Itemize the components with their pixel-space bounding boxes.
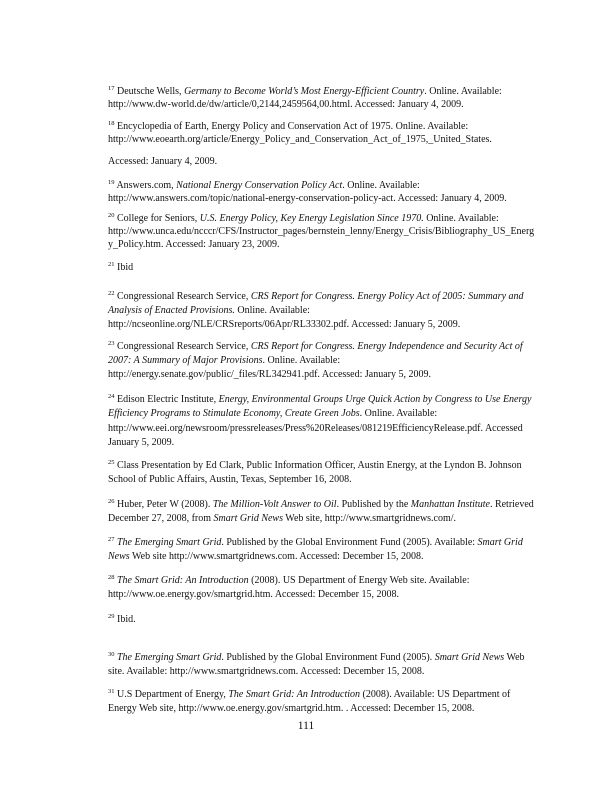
footnote-text: http://www.unca.edu/ncccr/CFS/Instructor_pages/bernstein_lenny/Energy_Crisis/Bibliography_US_Energ: [108, 226, 535, 237]
footnote-line: [108, 85, 502, 99]
footnote-number: 29: [108, 613, 115, 620]
footnote-line: [108, 613, 136, 627]
footnote-number: 21: [108, 261, 115, 268]
footnote-number: 28: [108, 574, 115, 581]
footnote-line: [108, 261, 133, 275]
footnote-text: Edison Electric Institute,: [114, 394, 219, 405]
footnote-text: Web: [504, 652, 525, 663]
footnote-line: [108, 688, 510, 702]
footnote-text: . Published by the: [336, 499, 411, 510]
footnote-text: Congressional Research Service,: [114, 341, 251, 352]
italic-title: Smart Grid News: [213, 513, 283, 524]
footnote-line: [108, 340, 523, 354]
footnote-text: Huber, Peter W (2008).: [114, 499, 213, 510]
italic-title: The Emerging Smart Grid: [117, 537, 222, 548]
footnote-number: 18: [108, 120, 115, 127]
footnote-line: [108, 422, 523, 436]
footnote-text: Energy Web site, http://www.oe.energy.gov/smartgrid.htm. . Accessed: December 15, 2008.: [108, 703, 475, 714]
footnote-number: 27: [108, 536, 115, 543]
page-number: 111: [297, 720, 315, 732]
footnote-line: [108, 212, 499, 226]
footnote-text: http://www.oe.energy.gov/smartgrid.htm. Accessed: December 15, 2008.: [108, 589, 399, 600]
footnote-text: Encyclopedia of Earth, Energy Policy and Conservation Act of 1975. Online. Available:: [114, 121, 469, 132]
italic-title: CRS Report for Congress. Energy Policy Act of 2005: Summary and: [250, 291, 524, 302]
footnote-line: [108, 512, 456, 526]
footnote-text: December 27, 2008, from: [108, 513, 214, 524]
italic-title: 2007: A Summary of Major Provisions: [108, 355, 263, 366]
footnote-text: http://energy.senate.gov/public/_files/RL342941.pdf. Accessed: January 5, 2009.: [108, 369, 431, 380]
footnote-text: Ibid: [114, 262, 134, 273]
footnote-line: [108, 318, 460, 332]
footnote-line: [108, 550, 424, 564]
footnote-line: [108, 393, 531, 407]
italic-title: Efficiency Programs to Stimulate Economy, Create Green Jobs: [108, 408, 360, 419]
footnote-number: 20: [108, 212, 115, 219]
footnote-line: [108, 498, 534, 512]
footnote-number: 23: [108, 340, 115, 347]
italic-title: The Million-Volt Answer to Oil: [212, 499, 337, 510]
footnote-line: [108, 133, 492, 147]
footnote-line: [108, 98, 464, 112]
footnote-line: [108, 290, 524, 304]
italic-title: Smart Grid: [477, 537, 523, 548]
footnote-text: Online. Available:: [234, 305, 310, 316]
italic-title: Manhattan Institute: [410, 499, 490, 510]
footnote-text: http://ncseonline.org/NLE/CRSreports/06Apr/RL33302.pdf. Accessed: January 5, 2009.: [108, 319, 461, 330]
footnote-text: http://www.eei.org/newsroom/pressreleases/Press%20Releases/081219EfficiencyRelease.pdf. Accessed: [108, 423, 523, 434]
italic-title: National Energy Conservation Policy Act: [176, 180, 343, 191]
footnote-text: Web site, http://www.smartgridnews.com/.: [282, 513, 457, 524]
footnote-line: [108, 225, 534, 239]
footnote-text: site. Available: http://www.smartgridnews.com. Accessed: December 15, 2008.: [108, 666, 425, 677]
footnote-text: y_Policy.htm. Accessed: January 23, 2009.: [108, 239, 280, 250]
footnote-line: [108, 120, 468, 134]
italic-title: The Emerging Smart Grid: [117, 652, 222, 663]
footnote-line: [108, 368, 431, 382]
footnote-text: http://www.eoearth.org/article/Energy_Policy_and_Conservation_Act_of_1975,_United_States.: [108, 134, 492, 145]
footnote-number: 24: [108, 393, 115, 400]
footnote-number: 30: [108, 651, 115, 658]
footnote-text: January 5, 2009.: [108, 437, 175, 448]
footnote-text: . Online. Available:: [359, 408, 438, 419]
footnote-text: College for Seniors,: [114, 213, 200, 224]
footnote-line: [108, 459, 522, 473]
footnote-line: [108, 702, 474, 716]
footnote-line: [108, 588, 399, 602]
footnote-line: [108, 155, 217, 169]
footnote-text: Accessed: January 4, 2009.: [108, 156, 218, 167]
footnote-text: http://www.dw-world.de/dw/article/0,2144,2459564,00.html. Accessed: January 4, 2009.: [108, 99, 464, 110]
footnote-text: . Online. Available:: [424, 86, 502, 97]
italic-title: The Smart Grid: An Introduction: [117, 575, 249, 586]
footnote-line: [108, 304, 310, 318]
italic-title: The Smart Grid: An Introduction: [228, 689, 361, 700]
footnote-number: 22: [108, 290, 115, 297]
italic-title: Smart Grid News: [434, 652, 505, 663]
italic-title: Analysis of Enacted Provisions.: [108, 305, 235, 316]
footnote-line: [108, 354, 340, 368]
footnote-text: Congressional Research Service,: [114, 291, 251, 302]
footnote-line: [108, 179, 420, 193]
italic-title: CRS Report for Congress. Energy Independence and Security Act of: [250, 341, 523, 352]
italic-title: News: [108, 551, 130, 562]
footnote-line: [108, 473, 352, 487]
footnote-number: 25: [108, 459, 115, 466]
footnote-text: . Online. Available:: [342, 180, 420, 191]
footnote-text: School of Public Affairs, Austin, Texas, September 16, 2008.: [108, 474, 352, 485]
footnote-text: Answers.com,: [114, 180, 177, 191]
footnote-text: Web site http://www.smartgridnews.com. Accessed: December 15, 2008.: [129, 551, 424, 562]
footnote-text: . Published by the Global Environment Fund (2005).: [221, 652, 435, 663]
footnote-line: [108, 651, 525, 665]
footnote-text: (2008). Available: US Department of: [360, 689, 511, 700]
footnote-text: (2008). US Department of Energy Web site. Available:: [248, 575, 470, 586]
footnote-text: Online. Available:: [423, 213, 499, 224]
footnote-line: [108, 574, 469, 588]
footnote-number: 19: [108, 179, 115, 186]
footnote-number: 31: [108, 688, 115, 695]
italic-title: Energy, Environmental Groups Urge Quick Action by Congress to Use Energy: [218, 394, 532, 405]
footnote-text: http://www.answers.com/topic/national-energy-conservation-policy-act. Accessed: January 4, 2009.: [108, 193, 507, 204]
footnote-text: . Published by the Global Environment Fund (2005). Available:: [221, 537, 478, 548]
footnote-line: [108, 238, 280, 252]
footnote-text: Class Presentation by Ed Clark, Public Information Officer, Austin Energy, at the Lyndon B. Johnson: [114, 460, 522, 471]
footnote-line: [108, 665, 424, 679]
footnote-line: [108, 192, 507, 206]
footnote-line: [108, 407, 437, 421]
italic-title: U.S. Energy Policy, Key Energy Legislation Since 1970.: [199, 213, 424, 224]
footnote-text: Deutsche Wells,: [114, 86, 185, 97]
footnote-number: 17: [108, 85, 115, 92]
footnote-text: U.S Department of Energy,: [114, 689, 229, 700]
footnote-text: . Retrieved: [489, 499, 534, 510]
footnote-text: Ibid.: [114, 614, 136, 625]
footnote-line: [108, 436, 174, 450]
italic-title: Germany to Become World’s Most Energy-Efficient Country: [184, 86, 425, 97]
footnote-text: . Online. Available:: [262, 355, 341, 366]
footnote-number: 26: [108, 498, 115, 505]
footnote-line: [108, 536, 523, 550]
